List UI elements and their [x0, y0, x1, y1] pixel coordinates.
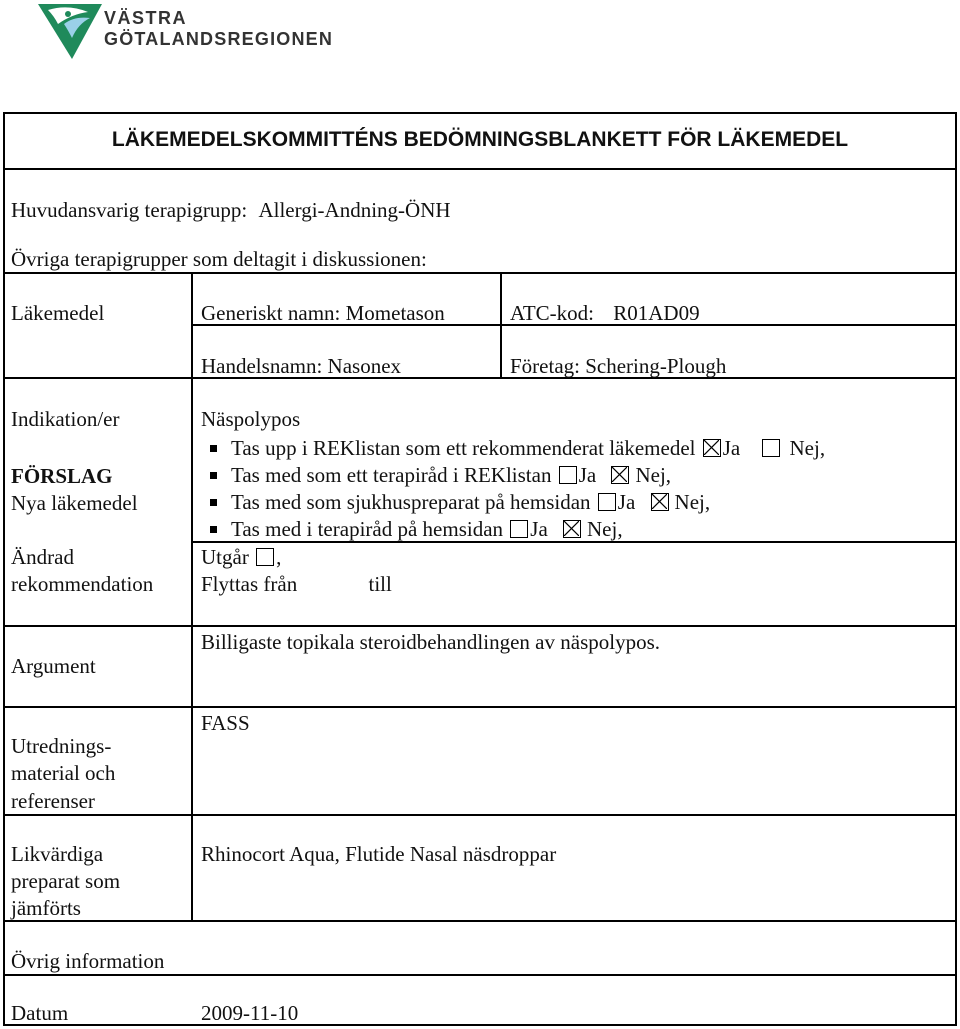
likvardiga-label-1: Likvärdiga [11, 842, 104, 866]
likvardiga-label-2: preparat som [11, 869, 121, 893]
utredning-label-2: material och [11, 761, 116, 785]
argument-label: Argument [11, 654, 96, 678]
atc-kod [510, 301, 700, 325]
forslag-label: FÖRSLAG [11, 464, 113, 488]
ja-checkbox[interactable] [598, 493, 616, 511]
ovriga-terapigrupper-label: Övriga terapigrupper som deltagit i diskussionen: [11, 247, 427, 271]
bullet-icon [210, 526, 217, 533]
ja-checkbox[interactable] [559, 466, 577, 484]
lakemedel-label: Läkemedel [11, 301, 105, 325]
form-title: LÄKEMEDELSKOMMITTÉNS BEDÖMNINGSBLANKETT FÖR LÄKEMEDEL [111, 128, 849, 151]
likvardiga-label-3: jämförts [11, 896, 81, 920]
bullet-icon [210, 445, 217, 452]
utgar-checkbox[interactable] [256, 548, 274, 566]
argument-value: Billigaste topikala steroidbehandlingen av näspolypos. [201, 630, 660, 654]
utgar-row: Utgår , [201, 545, 282, 569]
bullet-icon [210, 499, 217, 506]
bullet-icon [210, 472, 217, 479]
nej-checkbox[interactable] [611, 466, 629, 484]
flyttas-row: Flyttas från till [201, 572, 392, 596]
handelsnamn: Handelsnamn: Nasonex [201, 354, 402, 378]
ja-checkbox[interactable] [510, 520, 528, 538]
likvardiga-value: Rhinocort Aqua, Flutide Nasal näsdroppar [201, 842, 557, 866]
bullet-terapirad-hemsidan: Tas med i terapiråd på hemsidan Ja Nej, [210, 517, 623, 541]
nej-checkbox[interactable] [651, 493, 669, 511]
logo-line1: VÄSTRA [104, 8, 188, 28]
bullet-sjukhuspreparat: Tas med som sjukhuspreparat på hemsidan Ja Nej, [210, 490, 710, 514]
nej-checkbox[interactable] [762, 439, 780, 457]
vgr-logo-icon [38, 2, 104, 60]
utredning-value: FASS [201, 711, 250, 735]
huvudansvarig-value: Allergi-Andning-ÖNH [258, 198, 451, 222]
atc-value: R01AD09 [613, 301, 700, 325]
ja-checkbox[interactable] [703, 439, 721, 457]
huvudansvarig-label: Huvudansvarig terapigrupp: [11, 198, 248, 222]
logo-line2: GÖTALANDSREGIONEN [104, 29, 334, 49]
generiskt-namn: Generiskt namn: Mometason [201, 301, 445, 325]
datum-value: 2009-11-10 [201, 1001, 299, 1025]
huvudansvarig-row [11, 198, 451, 222]
utredning-label-1: Utrednings- [11, 734, 112, 758]
foretag: Företag: Schering-Plough [510, 354, 727, 378]
bullet-reklistan-rekommenderat: Tas upp i REKlistan som ett rekommenderat läkemedel Ja Nej, [210, 436, 825, 460]
nya-lakemedel-label: Nya läkemedel [11, 491, 138, 515]
utredning-label-3: referenser [11, 789, 95, 813]
indikation-label: Indikation/er [11, 407, 120, 431]
indikation-value: Näspolypos [201, 407, 301, 431]
bullet-reklistan-terapirad: Tas med som ett terapiråd i REKlistan Ja Nej, [210, 463, 671, 487]
andrad-label: Ändrad [11, 545, 74, 569]
vgr-logo [38, 2, 334, 60]
ovrig-information-label: Övrig information [11, 949, 165, 973]
assessment-form [3, 112, 957, 1026]
atc-label: ATC-kod: [510, 301, 594, 325]
datum-label: Datum [11, 1001, 69, 1025]
nej-checkbox[interactable] [563, 520, 581, 538]
rekommendation-label: rekommendation [11, 572, 154, 596]
